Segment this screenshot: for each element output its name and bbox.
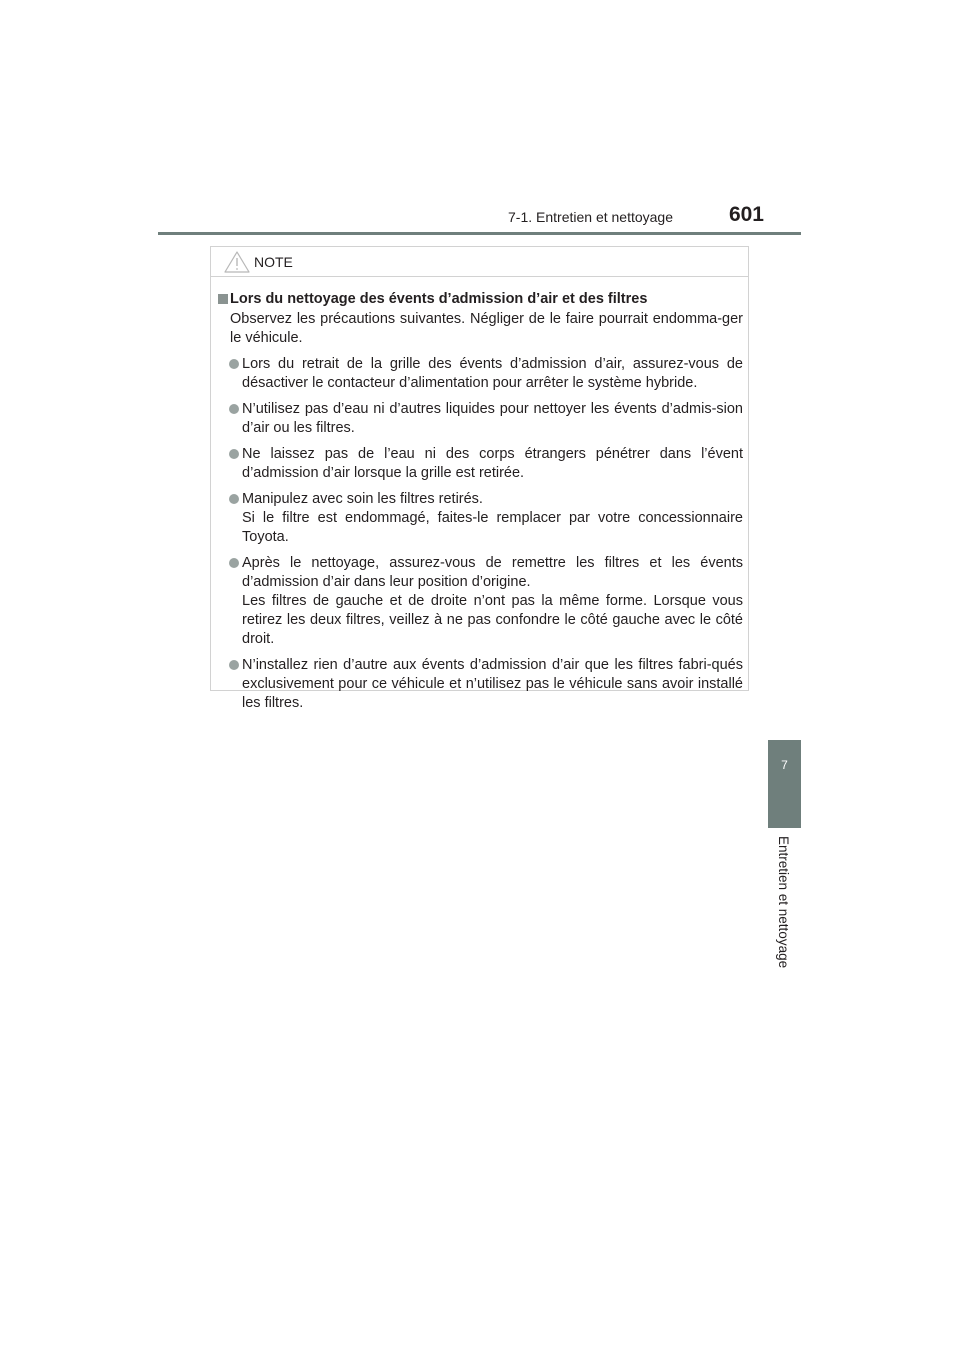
list-item [218, 656, 743, 713]
list-item-text: N’installez rien d’autre aux évents d’admission d’air que les filtres fabri-qués exclusivement pour ce véhicule et n’utilisez pas le véhicule sans avoir installé les filtres. [242, 657, 743, 711]
list-item-extra: Si le filtre est endommagé, faites-le remplacer par votre concessionnaire Toyota. [242, 510, 743, 545]
list-item-text: Après le nettoyage, assurez-vous de remettre les filtres et les évents d’admission d’air dans leur position d’origine. [242, 555, 743, 590]
list-item-text: Lors du retrait de la grille des évents d’admission d’air, assurez-vous de désactiver le contacteur d’alimentation pour arrêter le système hybride. [242, 356, 743, 391]
chapter-tab [768, 740, 801, 828]
notice-heading [218, 290, 743, 309]
chapter-label: Entretien et nettoyage [776, 836, 791, 969]
notice-box [210, 246, 749, 711]
list-item [218, 490, 743, 547]
notice-body [218, 290, 743, 713]
bullet-icon [229, 660, 239, 670]
section-title: 7-1. Entretien et nettoyage [508, 209, 673, 225]
list-item-text: N’utilisez pas d’eau ni d’autres liquides pour nettoyer les évents d’admis-sion d’air ou les filtres. [242, 401, 743, 436]
square-bullet-icon [218, 294, 228, 304]
chapter-number: 7 [781, 758, 788, 772]
list-item-text: Ne laissez pas de l’eau ni des corps étrangers pénétrer dans l’évent d’admission d’air lorsque la grille est retirée. [242, 446, 743, 481]
bullet-icon [229, 558, 239, 568]
list-item-text: Manipulez avec soin les filtres retirés. [242, 491, 483, 507]
bullet-icon [229, 359, 239, 369]
notice-header [211, 247, 748, 277]
warning-triangle-icon [224, 251, 250, 273]
list-item-extra: Les filtres de gauche et de droite n’ont pas la même forme. Lorsque vous retirez les deux filtres, veillez à ne pas confondre le côté gauche avec le côté droit. [242, 593, 743, 647]
list-item [218, 400, 743, 438]
bullet-icon [229, 494, 239, 504]
bullet-icon [229, 404, 239, 414]
notice-label: NOTE [254, 254, 293, 270]
notice-heading-text: Lors du nettoyage des évents d’admission d’air et des filtres [230, 291, 648, 307]
precaution-list [218, 355, 743, 713]
list-item [218, 355, 743, 393]
bullet-icon [229, 449, 239, 459]
notice-intro: Observez les précautions suivantes. Négliger de le faire pourrait endomma-ger le véhicule. [230, 311, 743, 346]
list-item [218, 445, 743, 483]
list-item [218, 554, 743, 649]
page-number: 601 [728, 203, 764, 226]
header-rule [158, 232, 801, 235]
